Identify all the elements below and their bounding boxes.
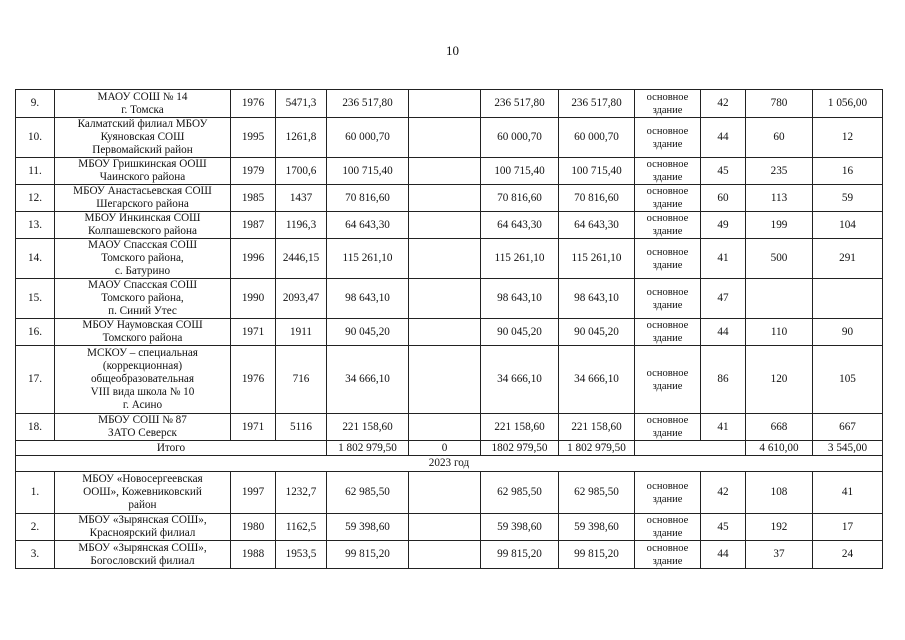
cost-cell: 115 261,10 — [327, 239, 409, 279]
building-type-cell: основное здание — [635, 185, 701, 212]
students-cell: 500 — [746, 239, 813, 279]
row-number-cell: 13. — [16, 212, 55, 239]
year-built-cell: 1990 — [231, 279, 276, 319]
wear-percent-cell: 41 — [701, 239, 746, 279]
wear-percent-cell: 42 — [701, 90, 746, 118]
total-label-cell: Итого — [16, 441, 327, 456]
total-cost-cell: 236 517,80 — [481, 90, 559, 118]
total-students-cell: 4 610,00 — [746, 441, 813, 456]
wear-percent-cell: 86 — [701, 346, 746, 414]
wear-percent-cell: 45 — [701, 158, 746, 185]
row-number-cell: 12. — [16, 185, 55, 212]
students-cell — [746, 279, 813, 319]
row-number-cell: 1. — [16, 472, 55, 514]
total-sum-cell: 1802 979,50 — [481, 441, 559, 456]
wear-percent-cell: 44 — [701, 319, 746, 346]
total-extra-cell: 0 — [409, 441, 481, 456]
cost-cell: 62 985,50 — [327, 472, 409, 514]
school-name-cell: МБОУ СОШ № 87 ЗАТО Северск — [55, 414, 231, 441]
area-cell: 1700,6 — [276, 158, 327, 185]
year-built-cell: 1976 — [231, 90, 276, 118]
school-name-cell: Калматский филиал МБОУ Куяновская СОШ Первомайский район — [55, 118, 231, 158]
total-funding-cell: 1 802 979,50 — [559, 441, 635, 456]
funding-cell: 59 398,60 — [559, 514, 635, 541]
total-students-second-cell: 3 545,00 — [813, 441, 883, 456]
area-cell: 1953,5 — [276, 541, 327, 569]
students-second-shift-cell: 90 — [813, 319, 883, 346]
year-built-cell: 1976 — [231, 346, 276, 414]
building-type-cell: основное здание — [635, 212, 701, 239]
row-number-cell: 3. — [16, 541, 55, 569]
area-cell: 1196,3 — [276, 212, 327, 239]
wear-percent-cell: 60 — [701, 185, 746, 212]
row-number-cell: 16. — [16, 319, 55, 346]
students-cell: 199 — [746, 212, 813, 239]
students-second-shift-cell: 291 — [813, 239, 883, 279]
school-name-cell: МБОУ «Зырянская СОШ», Богословский филиал — [55, 541, 231, 569]
building-type-cell: основное здание — [635, 118, 701, 158]
funding-cell: 98 643,10 — [559, 279, 635, 319]
funding-cell: 34 666,10 — [559, 346, 635, 414]
table-row — [16, 319, 883, 346]
extra-funds-cell — [409, 185, 481, 212]
funding-cell: 221 158,60 — [559, 414, 635, 441]
extra-funds-cell — [409, 158, 481, 185]
extra-funds-cell — [409, 279, 481, 319]
total-empty-cell — [635, 441, 746, 456]
cost-cell: 60 000,70 — [327, 118, 409, 158]
year-built-cell: 1995 — [231, 118, 276, 158]
wear-percent-cell: 44 — [701, 541, 746, 569]
total-row — [16, 441, 883, 456]
building-type-cell: основное здание — [635, 239, 701, 279]
area-cell: 716 — [276, 346, 327, 414]
area-cell: 1261,8 — [276, 118, 327, 158]
total-cost-cell: 70 816,60 — [481, 185, 559, 212]
cost-cell: 59 398,60 — [327, 514, 409, 541]
table-row — [16, 185, 883, 212]
students-second-shift-cell: 104 — [813, 212, 883, 239]
extra-funds-cell — [409, 514, 481, 541]
school-name-cell: МАОУ Спасская СОШ Томского района, с. Батурино — [55, 239, 231, 279]
area-cell: 1232,7 — [276, 472, 327, 514]
funding-cell: 99 815,20 — [559, 541, 635, 569]
building-type-cell: основное здание — [635, 541, 701, 569]
total-cost-cell: 221 158,60 — [481, 414, 559, 441]
school-name-cell: МБОУ Наумовская СОШ Томского района — [55, 319, 231, 346]
students-second-shift-cell: 59 — [813, 185, 883, 212]
funding-cell: 60 000,70 — [559, 118, 635, 158]
cost-cell: 34 666,10 — [327, 346, 409, 414]
extra-funds-cell — [409, 90, 481, 118]
table-row — [16, 541, 883, 569]
funding-cell: 100 715,40 — [559, 158, 635, 185]
extra-funds-cell — [409, 319, 481, 346]
school-name-cell: МБОУ Гришкинская ООШ Чаинского района — [55, 158, 231, 185]
school-name-cell: МБОУ «Новосергеевская ООШ», Кожевниковский район — [55, 472, 231, 514]
area-cell: 1911 — [276, 319, 327, 346]
row-number-cell: 2. — [16, 514, 55, 541]
table-row — [16, 279, 883, 319]
total-cost-cell: 90 045,20 — [481, 319, 559, 346]
wear-percent-cell: 41 — [701, 414, 746, 441]
total-cost-cell: 98 643,10 — [481, 279, 559, 319]
cost-cell: 100 715,40 — [327, 158, 409, 185]
extra-funds-cell — [409, 346, 481, 414]
wear-percent-cell: 44 — [701, 118, 746, 158]
students-cell: 110 — [746, 319, 813, 346]
cost-cell: 236 517,80 — [327, 90, 409, 118]
area-cell: 1162,5 — [276, 514, 327, 541]
page-number: 10 — [446, 43, 459, 58]
total-cost-cell: 34 666,10 — [481, 346, 559, 414]
total-cost-cell: 1 802 979,50 — [327, 441, 409, 456]
total-cost-cell: 60 000,70 — [481, 118, 559, 158]
students-second-shift-cell: 24 — [813, 541, 883, 569]
area-cell: 5116 — [276, 414, 327, 441]
building-type-cell: основное здание — [635, 514, 701, 541]
year-built-cell: 1980 — [231, 514, 276, 541]
school-name-cell: МАОУ СОШ № 14 г. Томска — [55, 90, 231, 118]
students-second-shift-cell — [813, 279, 883, 319]
year-built-cell: 1979 — [231, 158, 276, 185]
row-number-cell: 15. — [16, 279, 55, 319]
table-row — [16, 118, 883, 158]
year-header-row — [16, 456, 883, 472]
students-cell: 235 — [746, 158, 813, 185]
table-row — [16, 346, 883, 414]
extra-funds-cell — [409, 541, 481, 569]
school-name-cell: МСКОУ – специальная (коррекционная) общеобразовательная VIII вида школа № 10 г. Асино — [55, 346, 231, 414]
row-number-cell: 14. — [16, 239, 55, 279]
school-name-cell: МБОУ Анастасьевская СОШ Шегарского района — [55, 185, 231, 212]
year-built-cell: 1971 — [231, 414, 276, 441]
building-type-cell: основное здание — [635, 414, 701, 441]
students-cell: 108 — [746, 472, 813, 514]
school-name-cell: МБОУ «Зырянская СОШ», Красноярский филиал — [55, 514, 231, 541]
year-built-cell: 1985 — [231, 185, 276, 212]
row-number-cell: 10. — [16, 118, 55, 158]
students-cell: 113 — [746, 185, 813, 212]
wear-percent-cell: 49 — [701, 212, 746, 239]
building-type-cell: основное здание — [635, 279, 701, 319]
table-row — [16, 472, 883, 514]
schools-table — [15, 89, 883, 569]
cost-cell: 90 045,20 — [327, 319, 409, 346]
table-row — [16, 239, 883, 279]
year-built-cell: 1997 — [231, 472, 276, 514]
building-type-cell: основное здание — [635, 472, 701, 514]
table-row — [16, 158, 883, 185]
funding-cell: 70 816,60 — [559, 185, 635, 212]
row-number-cell: 11. — [16, 158, 55, 185]
building-type-cell: основное здание — [635, 346, 701, 414]
extra-funds-cell — [409, 212, 481, 239]
students-cell: 37 — [746, 541, 813, 569]
year-built-cell: 1988 — [231, 541, 276, 569]
building-type-cell: основное здание — [635, 90, 701, 118]
wear-percent-cell: 47 — [701, 279, 746, 319]
row-number-cell: 18. — [16, 414, 55, 441]
funding-cell: 64 643,30 — [559, 212, 635, 239]
building-type-cell: основное здание — [635, 158, 701, 185]
area-cell: 1437 — [276, 185, 327, 212]
extra-funds-cell — [409, 239, 481, 279]
table-row — [16, 514, 883, 541]
area-cell: 2093,47 — [276, 279, 327, 319]
school-name-cell: МБОУ Инкинская СОШ Колпашевского района — [55, 212, 231, 239]
table-row — [16, 414, 883, 441]
students-cell: 120 — [746, 346, 813, 414]
year-built-cell: 1971 — [231, 319, 276, 346]
cost-cell: 221 158,60 — [327, 414, 409, 441]
row-number-cell: 9. — [16, 90, 55, 118]
total-cost-cell: 62 985,50 — [481, 472, 559, 514]
students-cell: 668 — [746, 414, 813, 441]
extra-funds-cell — [409, 414, 481, 441]
students-second-shift-cell: 12 — [813, 118, 883, 158]
students-second-shift-cell: 1 056,00 — [813, 90, 883, 118]
students-second-shift-cell: 41 — [813, 472, 883, 514]
total-cost-cell: 115 261,10 — [481, 239, 559, 279]
extra-funds-cell — [409, 472, 481, 514]
cost-cell: 98 643,10 — [327, 279, 409, 319]
wear-percent-cell: 42 — [701, 472, 746, 514]
total-cost-cell: 99 815,20 — [481, 541, 559, 569]
extra-funds-cell — [409, 118, 481, 158]
area-cell: 5471,3 — [276, 90, 327, 118]
funding-cell: 62 985,50 — [559, 472, 635, 514]
year-built-cell: 1987 — [231, 212, 276, 239]
students-cell: 192 — [746, 514, 813, 541]
students-cell: 60 — [746, 118, 813, 158]
cost-cell: 99 815,20 — [327, 541, 409, 569]
total-cost-cell: 59 398,60 — [481, 514, 559, 541]
students-second-shift-cell: 17 — [813, 514, 883, 541]
area-cell: 2446,15 — [276, 239, 327, 279]
total-cost-cell: 100 715,40 — [481, 158, 559, 185]
year-built-cell: 1996 — [231, 239, 276, 279]
building-type-cell: основное здание — [635, 319, 701, 346]
table-row — [16, 212, 883, 239]
total-cost-cell: 64 643,30 — [481, 212, 559, 239]
students-cell: 780 — [746, 90, 813, 118]
wear-percent-cell: 45 — [701, 514, 746, 541]
funding-cell: 90 045,20 — [559, 319, 635, 346]
cost-cell: 70 816,60 — [327, 185, 409, 212]
students-second-shift-cell: 16 — [813, 158, 883, 185]
students-second-shift-cell: 667 — [813, 414, 883, 441]
funding-cell: 115 261,10 — [559, 239, 635, 279]
row-number-cell: 17. — [16, 346, 55, 414]
students-second-shift-cell: 105 — [813, 346, 883, 414]
funding-cell: 236 517,80 — [559, 90, 635, 118]
school-name-cell: МАОУ Спасская СОШ Томского района, п. Синий Утес — [55, 279, 231, 319]
year-header: 2023 год — [16, 456, 883, 472]
table-row — [16, 90, 883, 118]
cost-cell: 64 643,30 — [327, 212, 409, 239]
